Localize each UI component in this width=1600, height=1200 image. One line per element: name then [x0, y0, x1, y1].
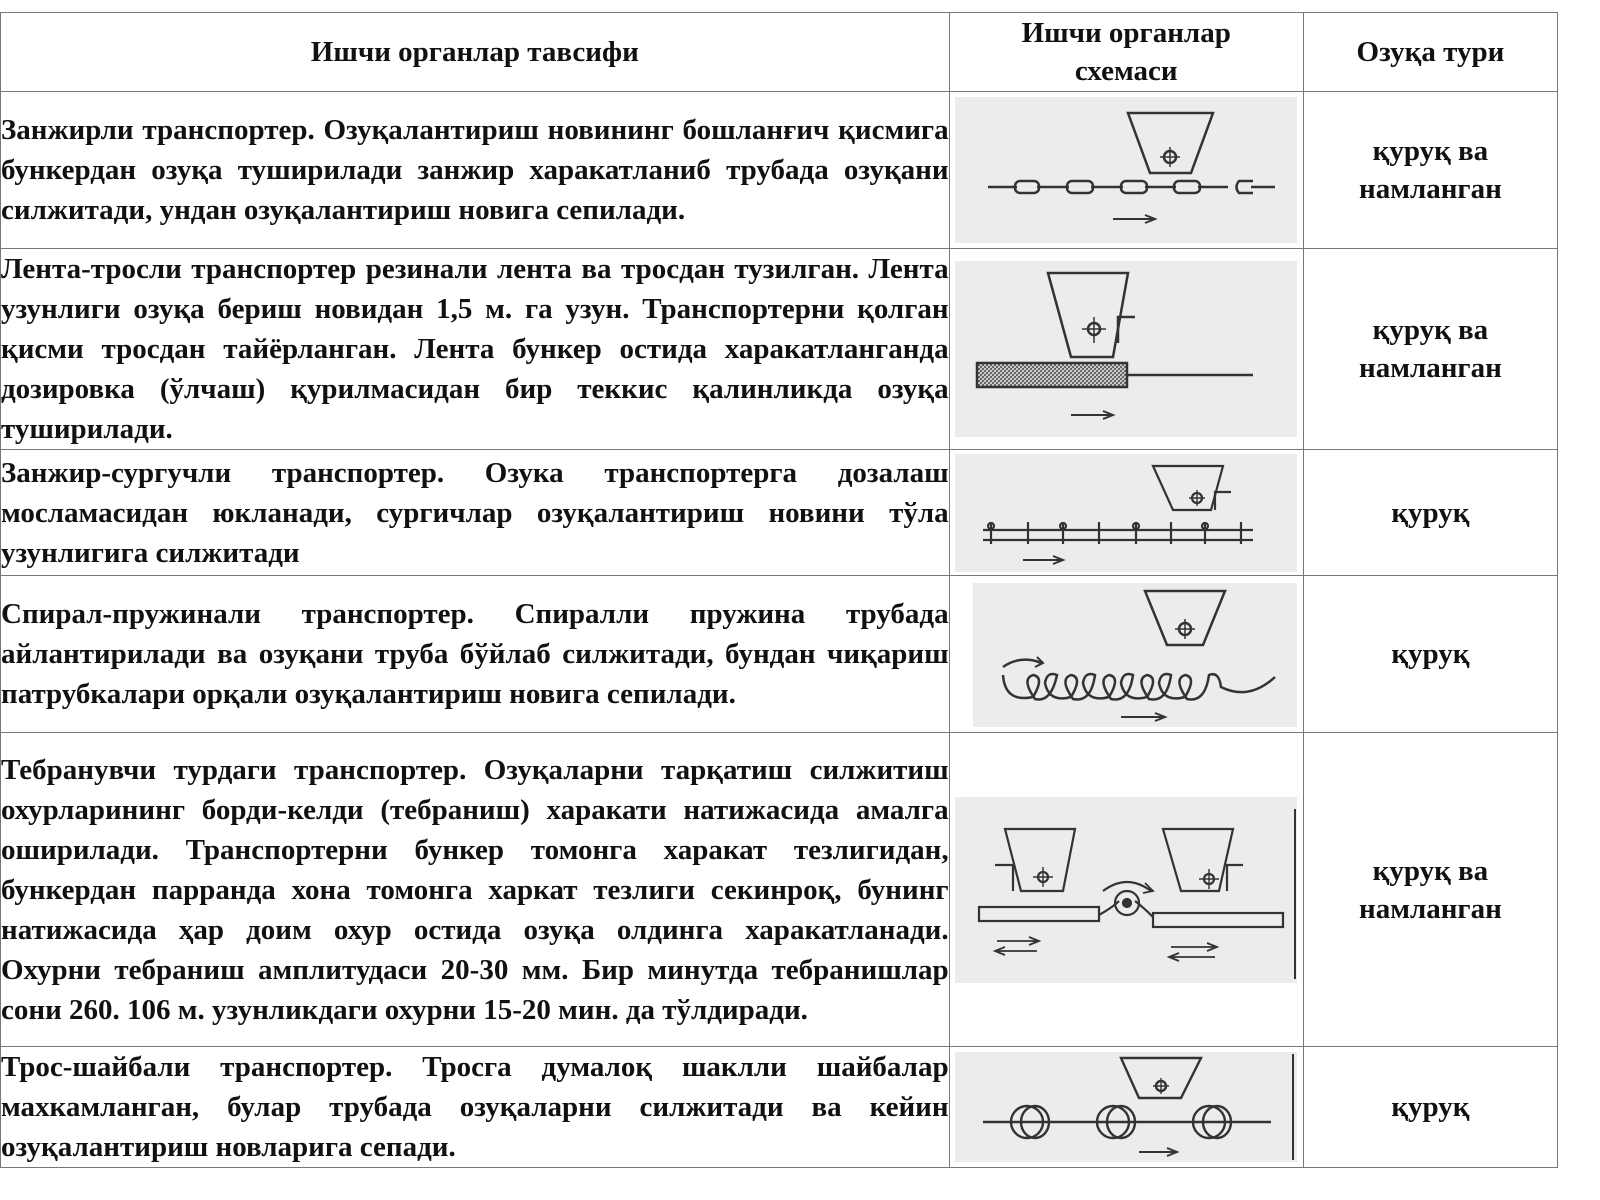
chain-scraper-conveyor-diagram: [953, 452, 1299, 574]
row-description: Трос-шайбали транспортер. Тросга думалоқ шаклли шайбалар махкамланган, булар трубада озуқаларни силжитади ва кейин озуқалантириш новларига сепади.: [1, 1047, 950, 1168]
row-scheme: [949, 450, 1303, 576]
row-scheme: [949, 1047, 1303, 1168]
row-feed-type: [1303, 249, 1557, 450]
row-feed-type: [1303, 733, 1557, 1047]
row-description: Тебранувчи турдаги транспортер. Озуқаларни тарқатиш силжитиш охурларининг борди-келди (тебраниш) харакати натижасида амалга оширилади. Транспортерни бункер томонга харакат тезлигидан, бункердан парранда хона томонга харкат тезлиги секинроқ, бунинг натижасида ҳар доим охур остида озуқа олдинга харакатланади. Охурни тебраниш амплитудаси 20-30 мм. Бир минутда тебранишлар сони 260. 106 м. узунликдаги охурни 15-20 мин. да тўлдиради.: [1, 733, 950, 1047]
header-feed-type: Озуқа тури: [1303, 13, 1557, 92]
row-feed-type: [1303, 576, 1557, 733]
feed-type-line2: намланган: [1358, 173, 1502, 205]
header-description: Ишчи органлар тавсифи: [1, 13, 950, 92]
cable-disc-conveyor-diagram: [953, 1050, 1299, 1164]
conveyor-table: [0, 12, 1558, 1168]
feed-type-line1: қуруқ ва: [1372, 854, 1489, 887]
vibrating-conveyor-diagram: [953, 795, 1299, 985]
feed-type-line1: қуруқ: [1391, 496, 1470, 529]
header-scheme-line2: схемаси: [1074, 55, 1178, 87]
row-feed-type: [1303, 450, 1557, 576]
row-scheme: [949, 576, 1303, 733]
row-feed-type: [1303, 1047, 1557, 1168]
row-scheme: [949, 92, 1303, 249]
feed-type-line1: қуруқ: [1391, 638, 1470, 670]
header-scheme: [949, 13, 1303, 92]
row-feed-type: [1303, 92, 1557, 249]
feed-type-line1: қуруқ: [1391, 1091, 1470, 1123]
table-row: [1, 92, 1558, 249]
header-scheme-line1: Ишчи органлар: [1021, 17, 1231, 49]
table-row: [1, 249, 1558, 450]
feed-type-line1: қуруқ ва: [1372, 135, 1489, 167]
spiral-spring-conveyor-diagram: [953, 579, 1299, 729]
belt-cable-conveyor-diagram: [953, 259, 1299, 439]
row-description: Лента-тросли транспортер резинали лента ва тросдан тузилган. Лента узунлиги озуқа бериш новидан 1,5 м. га узун. Транспортерни қолган қисми тросдан тайёрланган. Лента бункер остида харакатланганда дозировка (ўлчаш) қурилмасидан бир теккис қалинликда озуқа туширилади.: [1, 249, 950, 450]
table-row: [1, 450, 1558, 576]
table-row: [1, 576, 1558, 733]
feed-type-line1: қуруқ ва: [1372, 314, 1489, 346]
feed-type-line2: намланган: [1358, 892, 1502, 925]
row-description: Занжирли транспортер. Озуқалантириш новининг бошланғич қисмига бункердан озуқа туширилади занжир харакатланиб трубада озуқани силжитади, ундан озуқалантириш новига сепилади.: [1, 92, 950, 249]
header-row: [1, 13, 1558, 92]
chain-conveyor-diagram: [953, 95, 1299, 245]
row-description: Спирал-пружинали транспортер. Спиралли пружина трубада айлантирилади ва озуқани труба бўйлаб силжитади, бундан чиқариш патрубкалари орқали озуқалантириш новига сепилади.: [1, 576, 950, 733]
row-description: Занжир-сургучли транспортер. Озука транспортерга дозалаш мосламасидан юкланади, сургичлар озуқалантириш новини тўла узунлигига силжитади: [1, 450, 950, 576]
table-row: [1, 733, 1558, 1047]
row-scheme: [949, 249, 1303, 450]
table-row: [1, 1047, 1558, 1168]
feed-type-line2: намланган: [1358, 352, 1502, 384]
row-scheme: [949, 733, 1303, 1047]
